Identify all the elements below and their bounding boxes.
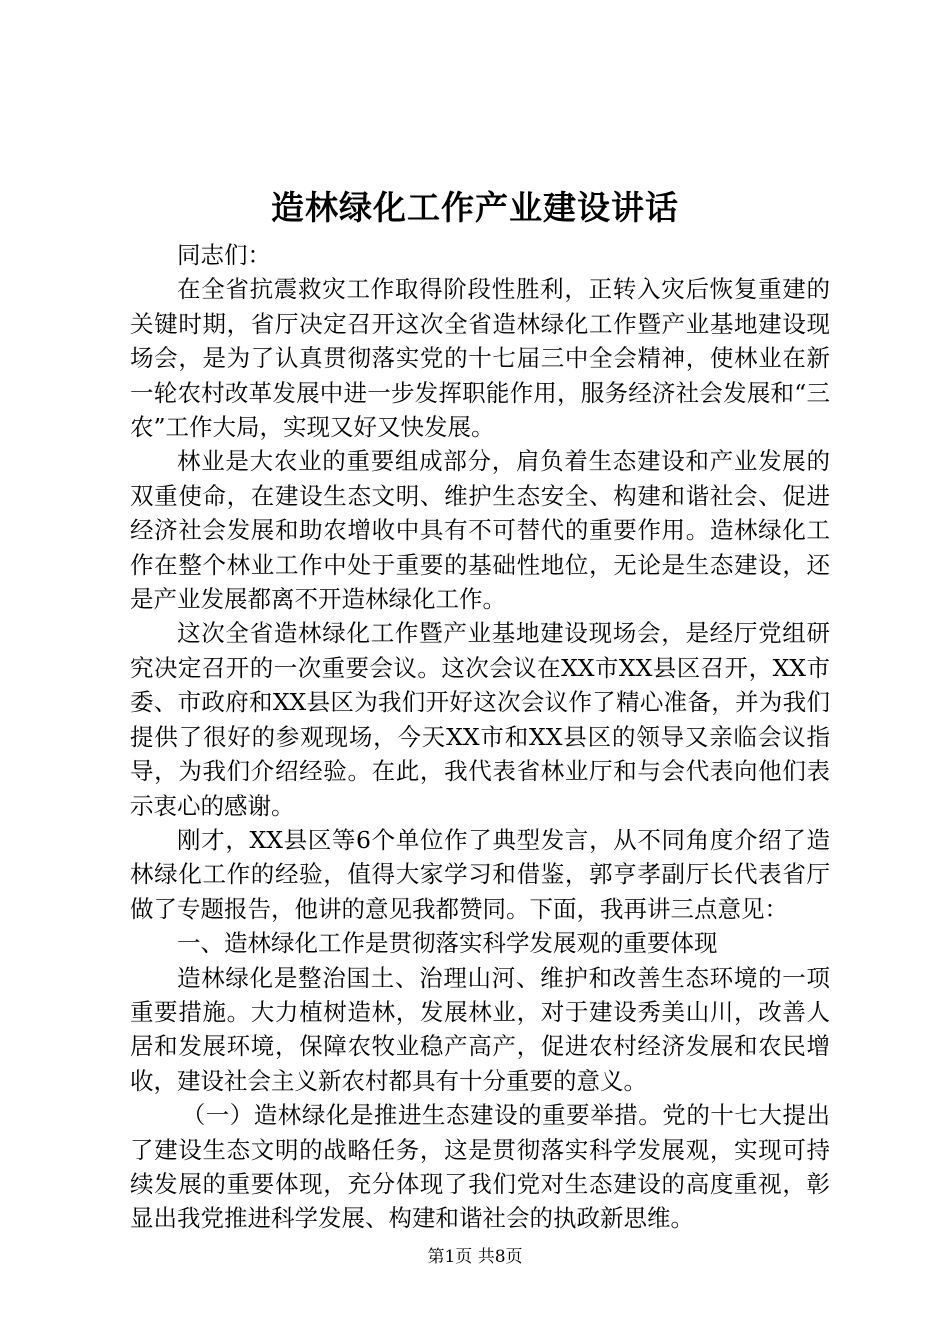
paragraph-6: （一）造林绿化是推进生态建设的重要举措。党的十七大提出了建设生态文明的战略任务，这是贯彻落实科学发展观，实现可持续发展的重要体现，充分体现了我们党对生态建设的高度重视，彰显出我党推进科学发展、构建和谐社会的执政新思维。: [130, 1101, 830, 1233]
paragraph-5: 造林绿化是整治国土、治理山河、维护和改善生态环境的一项重要措施。大力植树造林，发展林业，对于建设秀美山川，改善人居和发展环境，保障农牧业稳产高产，促进农村经济发展和农民增收，建设社会主义新农村都具有十分重要的意义。: [130, 963, 830, 1095]
paragraph-2: 林业是大农业的重要组成部分，肩负着生态建设和产业发展的双重使命，在建设生态文明、维护生态安全、构建和谐社会、促进经济社会发展和助农增收中具有不可替代的重要作用。造林绿化工作在整个林业工作中处于重要的基础性地位，无论是生态建设，还是产业发展都离不开造林绿化工作。: [130, 447, 830, 614]
page-footer: 第1页 共8页: [427, 1247, 523, 1267]
paragraph-4: 刚才，XX县区等6个单位作了典型发言，从不同角度介绍了造林绿化工作的经验，值得大家学习和借鉴，郭亨孝副厅长代表省厅做了专题报告，他讲的意见我都赞同。下面，我再讲三点意见：: [130, 825, 830, 923]
document-body: [130, 238, 830, 1236]
paragraph-1: 在全省抗震救灾工作取得阶段性胜利，正转入灾后恢复重建的关键时期，省厅决定召开这次全省造林绿化工作暨产业基地建设现场会，是为了认真贯彻落实党的十七届三中全会精神，使林业在新一轮农村改革发展中进一步发挥职能作用，服务经济社会发展和“三农”工作大局，实现又好又快发展。: [130, 275, 830, 442]
paragraph-3: 这次全省造林绿化工作暨产业基地建设现场会，是经厅党组研究决定召开的一次重要会议。这次会议在XX市XX县区召开，XX市委、市政府和XX县区为我们开好这次会议作了精心准备，并为我们提供了很好的参观现场，今天XX市和XX县区的领导又亲临会议指导，为我们介绍经验。在此，我代表省林业厅和与会代表向他们表示衷心的感谢。: [130, 619, 830, 820]
section-heading-1: 一、造林绿化工作是贯彻落实科学发展观的重要体现: [177, 929, 718, 958]
document-title: 造林绿化工作产业建设讲话: [271, 188, 679, 227]
salutation: 同志们：: [177, 241, 271, 269]
